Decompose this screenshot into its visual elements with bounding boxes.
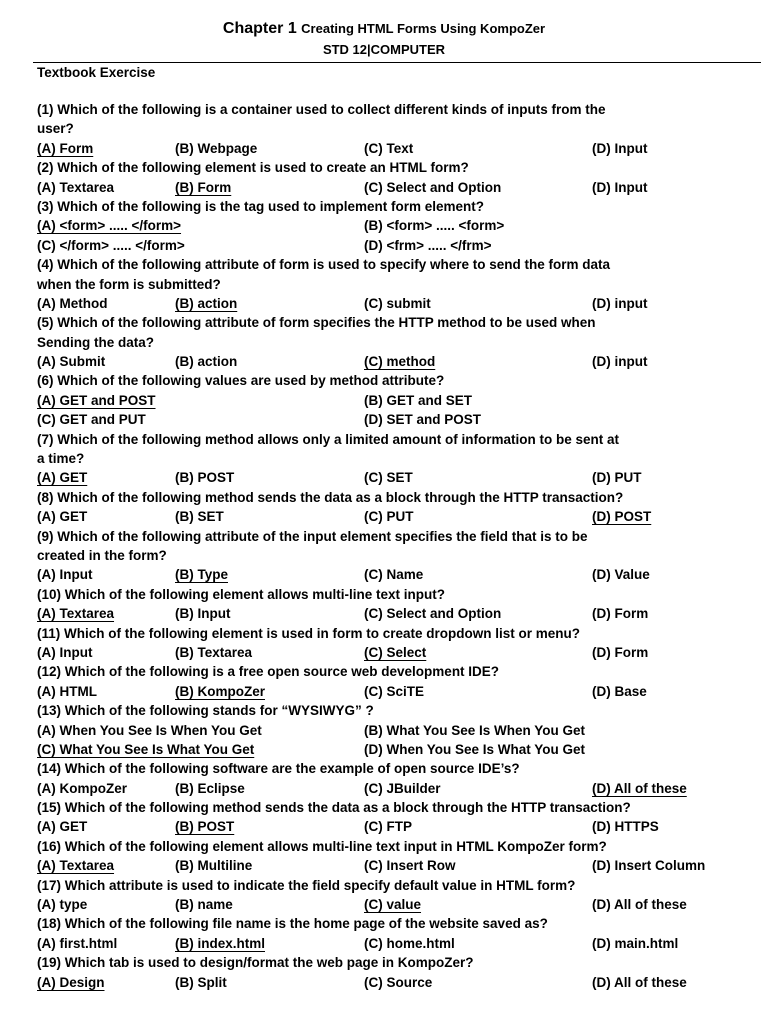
answer-option-b: (B) POST	[175, 819, 235, 835]
answer-option-d: (D) Input	[592, 179, 648, 195]
options-row	[37, 352, 737, 371]
question-text: (9) Which of the following attribute of the input element specifies the field that is to be	[37, 528, 588, 544]
answer-option-c: (C) method	[364, 354, 436, 370]
answer-option-b: (B) <form> ..... <form>	[364, 218, 505, 234]
question-text: (14) Which of the following software are the example of open source IDE’s?	[37, 761, 520, 777]
question-text: (10) Which of the following element allows multi-line text input?	[37, 586, 446, 602]
answer-option-c: (C) Source	[364, 974, 433, 990]
answer-option-a: (A) GET and POST	[37, 392, 156, 408]
options-row	[37, 216, 737, 235]
answer-option-b: (B) Form	[175, 179, 232, 195]
question-text: (2) Which of the following element is used to create an HTML form?	[37, 160, 469, 176]
chapter-number: Chapter 1	[222, 20, 297, 37]
answer-option-c: (C) GET and PUT	[37, 412, 146, 428]
answer-option-c: (C) </form> ..... </form>	[37, 237, 185, 253]
answer-option-c: (C) value	[364, 897, 422, 913]
answer-option-b: (B) What You See Is When You Get	[364, 722, 586, 738]
question-text: (5) Which of the following attribute of form specifies the HTTP method to be used when	[37, 315, 596, 331]
question-text: (11) Which of the following element is used in form to create dropdown list or menu?	[37, 625, 581, 641]
answer-option-b: (B) Type	[175, 567, 228, 583]
answer-option-d: (D) Value	[592, 567, 650, 583]
options-row	[37, 565, 737, 584]
answer-option-c: (C) SET	[364, 470, 413, 486]
options-row	[37, 779, 737, 798]
answer-option-a: (A) HTML	[37, 683, 97, 699]
answer-option-b: (B) GET and SET	[364, 392, 472, 408]
question-text: (4) Which of the following attribute of form is used to specify where to send the form data	[37, 257, 611, 273]
question-text: (8) Which of the following method sends the data as a block through the HTTP transaction?	[37, 489, 624, 505]
question-text: (15) Which of the following method sends the data as a block through the HTTP transaction?	[37, 800, 631, 816]
answer-option-d: (D) main.html	[592, 935, 679, 951]
answer-option-d: (D) Base	[592, 683, 647, 699]
answer-option-c: (C) Select and Option	[364, 606, 502, 622]
options-row	[37, 895, 737, 914]
answer-option-b: (B) Textarea	[175, 644, 253, 660]
question-text: created in the form?	[37, 547, 167, 563]
answer-option-c: (C) What You See Is What You Get	[37, 741, 255, 757]
answer-option-a: (A) type	[37, 897, 88, 913]
answer-option-d: (D) All of these	[592, 974, 687, 990]
answer-option-c: (C) Text	[364, 140, 414, 156]
answer-option-a: (A) KompoZer	[37, 780, 127, 796]
answer-option-d: (D) All of these	[592, 897, 687, 913]
answer-option-a: (A) Input	[37, 644, 93, 660]
answer-option-a: (A) Design	[37, 974, 105, 990]
answer-option-b: (B) Input	[175, 606, 231, 622]
answer-option-b: (B) index.html	[175, 935, 265, 951]
answer-option-b: (B) Webpage	[175, 140, 258, 156]
options-row	[37, 856, 737, 875]
section-heading: Textbook Exercise	[37, 65, 156, 80]
answer-option-a: (A) When You See Is When You Get	[37, 722, 262, 738]
answer-option-a: (A) GET	[37, 470, 88, 486]
answer-option-d: (D) HTTPS	[592, 819, 659, 835]
answer-option-b: (B) action	[175, 354, 238, 370]
question-text: (16) Which of the following element allows multi-line text input in HTML KompoZer form?	[37, 838, 607, 854]
answer-option-b: (B) Split	[175, 974, 227, 990]
answer-option-a: (A) Form	[37, 140, 94, 156]
question-text: (17) Which attribute is used to indicate the field specify default value in HTML form?	[37, 877, 576, 893]
question-text: (19) Which tab is used to design/format the web page in KompoZer?	[37, 955, 474, 971]
answer-option-c: (C) PUT	[364, 509, 414, 525]
answer-option-c: (C) Select	[364, 644, 427, 660]
options-row	[37, 721, 737, 740]
question-text: Sending the data?	[37, 334, 155, 350]
answer-option-d: (D) <frm> ..... </frm>	[364, 237, 492, 253]
options-row	[37, 643, 737, 662]
question-list	[37, 100, 737, 992]
answer-option-d: (D) Input	[592, 140, 648, 156]
answer-option-d: (D) Form	[592, 606, 649, 622]
answer-option-c: (C) home.html	[364, 935, 455, 951]
answer-option-c: (C) Name	[364, 567, 424, 583]
chapter-title: Creating HTML Forms Using KompoZer	[301, 21, 546, 36]
answer-option-b: (B) name	[175, 897, 233, 913]
options-row	[37, 391, 737, 410]
question-text: (7) Which of the following method allows only a limited amount of information to be sent at	[37, 431, 619, 447]
options-row	[37, 604, 737, 623]
options-row	[37, 236, 737, 255]
question-text: (6) Which of the following values are used by method attribute?	[37, 373, 445, 389]
options-row	[37, 507, 737, 526]
answer-option-a: (A) Textarea	[37, 858, 115, 874]
options-row	[37, 410, 737, 429]
chapter-heading	[0, 20, 768, 38]
question-text: a time?	[37, 451, 85, 467]
answer-option-d: (D) POST	[592, 509, 652, 525]
answer-option-c: (C) JBuilder	[364, 780, 441, 796]
answer-option-c: (C) Insert Row	[364, 858, 456, 874]
question-text: (18) Which of the following file name is the home page of the website saved as?	[37, 916, 548, 932]
answer-option-c: (C) Select and Option	[364, 179, 502, 195]
answer-option-d: (D) SET and POST	[364, 412, 482, 428]
answer-option-a: (A) Submit	[37, 354, 106, 370]
document-subtitle: STD 12|COMPUTER	[322, 42, 446, 57]
question-text: (12) Which of the following is a free open source web development IDE?	[37, 664, 500, 680]
answer-option-d: (D) input	[592, 295, 648, 311]
answer-option-a: (A) GET	[37, 509, 88, 525]
answer-option-a: (A) GET	[37, 819, 88, 835]
answer-option-b: (B) KompoZer	[175, 683, 265, 699]
answer-option-a: (A) Textarea	[37, 606, 115, 622]
options-row	[37, 294, 737, 313]
answer-option-c: (C) FTP	[364, 819, 412, 835]
question-text: (13) Which of the following stands for “WYSIWYG” ?	[37, 703, 374, 719]
answer-option-d: (D) PUT	[592, 470, 642, 486]
options-row	[37, 934, 737, 953]
answer-option-a: (A) first.html	[37, 935, 118, 951]
answer-option-d: (D) Insert Column	[592, 858, 706, 874]
answer-option-b: (B) action	[175, 295, 238, 311]
answer-option-c: (C) submit	[364, 295, 431, 311]
answer-option-b: (B) POST	[175, 470, 235, 486]
answer-option-d: (D) When You See Is What You Get	[364, 741, 586, 757]
answer-option-b: (B) Eclipse	[175, 780, 245, 796]
question-text: (1) Which of the following is a container used to collect different kinds of inputs from the	[37, 102, 606, 117]
answer-option-c: (C) SciTE	[364, 683, 425, 699]
answer-option-d: (D) All of these	[592, 780, 687, 796]
answer-option-b: (B) SET	[175, 509, 224, 525]
answer-option-d: (D) input	[592, 354, 648, 370]
options-row	[37, 817, 737, 836]
answer-option-a: (A) Method	[37, 295, 108, 311]
options-row	[37, 682, 737, 701]
answer-option-a: (A) Input	[37, 567, 93, 583]
options-row	[37, 740, 737, 759]
answer-option-a: (A) <form> ..... </form>	[37, 218, 182, 234]
options-row	[37, 468, 737, 487]
answer-option-b: (B) Multiline	[175, 858, 253, 874]
answer-option-d: (D) Form	[592, 644, 649, 660]
header-divider	[33, 62, 761, 63]
question-text: (3) Which of the following is the tag used to implement form element?	[37, 198, 485, 214]
options-row	[37, 973, 737, 992]
question-text: user?	[37, 121, 74, 137]
answer-option-a: (A) Textarea	[37, 179, 115, 195]
options-row	[37, 139, 737, 158]
options-row	[37, 178, 737, 197]
question-text: when the form is submitted?	[37, 276, 221, 292]
